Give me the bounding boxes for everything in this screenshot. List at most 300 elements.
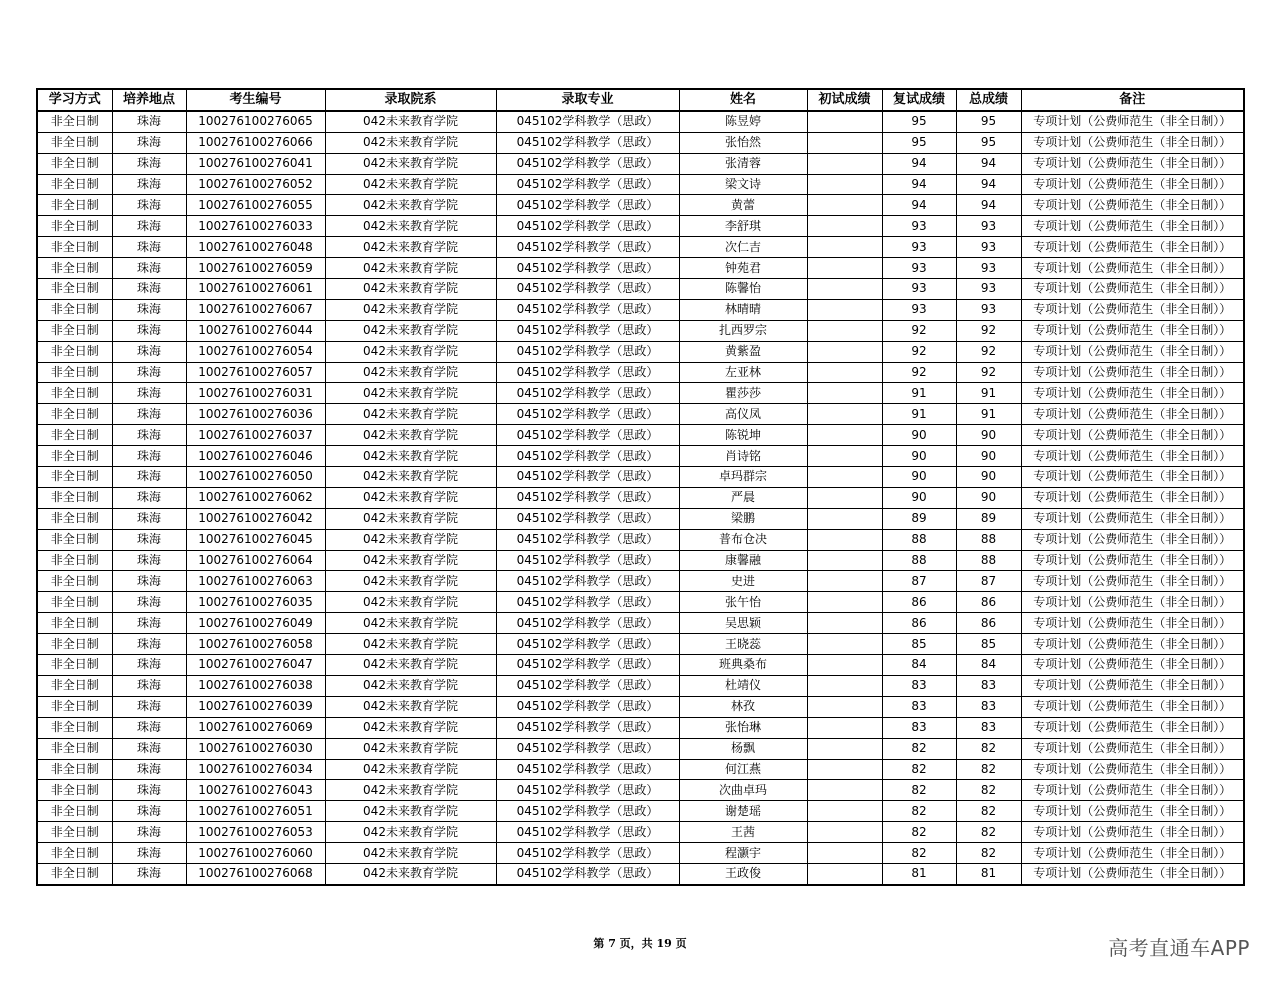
table-row xyxy=(37,216,1244,237)
cell-major: 045102学科教学（思政） xyxy=(496,258,679,279)
cell-major: 045102学科教学（思政） xyxy=(496,383,679,404)
cell-initial-score xyxy=(807,655,882,676)
cell-major: 045102学科教学（思政） xyxy=(496,508,679,529)
header-name: 姓名 xyxy=(679,89,807,111)
table-row xyxy=(37,863,1244,884)
cell-name: 瞿莎莎 xyxy=(679,383,807,404)
cell-major: 045102学科教学（思政） xyxy=(496,341,679,362)
cell-total-score: 90 xyxy=(956,467,1021,488)
cell-total-score: 88 xyxy=(956,550,1021,571)
cell-initial-score xyxy=(807,863,882,884)
cell-initial-score xyxy=(807,341,882,362)
cell-total-score: 93 xyxy=(956,216,1021,237)
cell-total-score: 84 xyxy=(956,655,1021,676)
cell-remarks: 专项计划（公费师范生（非全日制）） xyxy=(1021,634,1244,655)
cell-candidate-id: 100276100276037 xyxy=(186,425,325,446)
cell-major: 045102学科教学（思政） xyxy=(496,174,679,195)
cell-department: 042未来教育学院 xyxy=(325,801,496,822)
cell-study-mode: 非全日制 xyxy=(37,258,112,279)
cell-name: 梁鹏 xyxy=(679,508,807,529)
cell-retest-score: 93 xyxy=(882,258,956,279)
cell-total-score: 94 xyxy=(956,174,1021,195)
cell-retest-score: 82 xyxy=(882,822,956,843)
cell-remarks: 专项计划（公费师范生（非全日制）） xyxy=(1021,174,1244,195)
cell-candidate-id: 100276100276065 xyxy=(186,111,325,132)
cell-name: 吴思颖 xyxy=(679,613,807,634)
cell-major: 045102学科教学（思政） xyxy=(496,404,679,425)
cell-major: 045102学科教学（思政） xyxy=(496,592,679,613)
cell-total-score: 86 xyxy=(956,613,1021,634)
table-body xyxy=(37,111,1244,885)
cell-location: 珠海 xyxy=(112,258,186,279)
cell-retest-score: 94 xyxy=(882,195,956,216)
table-row xyxy=(37,571,1244,592)
cell-initial-score xyxy=(807,216,882,237)
cell-total-score: 83 xyxy=(956,675,1021,696)
cell-remarks: 专项计划（公费师范生（非全日制）） xyxy=(1021,696,1244,717)
cell-name: 梁文诗 xyxy=(679,174,807,195)
cell-location: 珠海 xyxy=(112,362,186,383)
cell-location: 珠海 xyxy=(112,237,186,258)
cell-candidate-id: 100276100276064 xyxy=(186,550,325,571)
cell-study-mode: 非全日制 xyxy=(37,843,112,864)
cell-major: 045102学科教学（思政） xyxy=(496,822,679,843)
cell-major: 045102学科教学（思政） xyxy=(496,655,679,676)
cell-study-mode: 非全日制 xyxy=(37,592,112,613)
cell-total-score: 92 xyxy=(956,320,1021,341)
cell-retest-score: 93 xyxy=(882,279,956,300)
cell-initial-score xyxy=(807,613,882,634)
cell-major: 045102学科教学（思政） xyxy=(496,425,679,446)
cell-initial-score xyxy=(807,153,882,174)
cell-total-score: 93 xyxy=(956,299,1021,320)
cell-location: 珠海 xyxy=(112,425,186,446)
table-row xyxy=(37,508,1244,529)
cell-name: 林晴晴 xyxy=(679,299,807,320)
cell-candidate-id: 100276100276055 xyxy=(186,195,325,216)
cell-department: 042未来教育学院 xyxy=(325,780,496,801)
cell-name: 扎西罗宗 xyxy=(679,320,807,341)
cell-retest-score: 92 xyxy=(882,341,956,362)
cell-remarks: 专项计划（公费师范生（非全日制）） xyxy=(1021,404,1244,425)
cell-initial-score xyxy=(807,717,882,738)
cell-location: 珠海 xyxy=(112,467,186,488)
cell-location: 珠海 xyxy=(112,801,186,822)
cell-remarks: 专项计划（公费师范生（非全日制）） xyxy=(1021,675,1244,696)
cell-department: 042未来教育学院 xyxy=(325,111,496,132)
cell-remarks: 专项计划（公费师范生（非全日制）） xyxy=(1021,822,1244,843)
cell-location: 珠海 xyxy=(112,717,186,738)
cell-location: 珠海 xyxy=(112,550,186,571)
cell-name: 王茜 xyxy=(679,822,807,843)
cell-total-score: 95 xyxy=(956,111,1021,132)
cell-study-mode: 非全日制 xyxy=(37,279,112,300)
cell-study-mode: 非全日制 xyxy=(37,759,112,780)
header-location: 培养地点 xyxy=(112,89,186,111)
table-row xyxy=(37,279,1244,300)
table-row xyxy=(37,404,1244,425)
header-candidate-id: 考生编号 xyxy=(186,89,325,111)
cell-retest-score: 85 xyxy=(882,634,956,655)
cell-remarks: 专项计划（公费师范生（非全日制）） xyxy=(1021,132,1244,153)
header-major: 录取专业 xyxy=(496,89,679,111)
cell-department: 042未来教育学院 xyxy=(325,404,496,425)
cell-name: 卓玛群宗 xyxy=(679,467,807,488)
cell-initial-score xyxy=(807,759,882,780)
cell-department: 042未来教育学院 xyxy=(325,341,496,362)
cell-total-score: 90 xyxy=(956,487,1021,508)
table-row xyxy=(37,592,1244,613)
cell-remarks: 专项计划（公费师范生（非全日制）） xyxy=(1021,195,1244,216)
cell-initial-score xyxy=(807,780,882,801)
cell-department: 042未来教育学院 xyxy=(325,446,496,467)
cell-location: 珠海 xyxy=(112,195,186,216)
cell-candidate-id: 100276100276030 xyxy=(186,738,325,759)
cell-retest-score: 91 xyxy=(882,383,956,404)
cell-name: 何江燕 xyxy=(679,759,807,780)
cell-location: 珠海 xyxy=(112,655,186,676)
cell-study-mode: 非全日制 xyxy=(37,446,112,467)
cell-candidate-id: 100276100276066 xyxy=(186,132,325,153)
cell-department: 042未来教育学院 xyxy=(325,237,496,258)
cell-department: 042未来教育学院 xyxy=(325,362,496,383)
header-retest-score: 复试成绩 xyxy=(882,89,956,111)
cell-remarks: 专项计划（公费师范生（非全日制）） xyxy=(1021,780,1244,801)
cell-retest-score: 93 xyxy=(882,299,956,320)
cell-department: 042未来教育学院 xyxy=(325,613,496,634)
cell-remarks: 专项计划（公费师范生（非全日制）） xyxy=(1021,529,1244,550)
cell-major: 045102学科教学（思政） xyxy=(496,467,679,488)
cell-major: 045102学科教学（思政） xyxy=(496,759,679,780)
cell-remarks: 专项计划（公费师范生（非全日制）） xyxy=(1021,320,1244,341)
cell-major: 045102学科教学（思政） xyxy=(496,320,679,341)
table-row xyxy=(37,446,1244,467)
cell-study-mode: 非全日制 xyxy=(37,550,112,571)
cell-location: 珠海 xyxy=(112,404,186,425)
cell-location: 珠海 xyxy=(112,446,186,467)
cell-initial-score xyxy=(807,592,882,613)
cell-candidate-id: 100276100276045 xyxy=(186,529,325,550)
cell-name: 张午怡 xyxy=(679,592,807,613)
cell-candidate-id: 100276100276049 xyxy=(186,613,325,634)
cell-location: 珠海 xyxy=(112,634,186,655)
cell-retest-score: 90 xyxy=(882,467,956,488)
cell-initial-score xyxy=(807,446,882,467)
cell-retest-score: 81 xyxy=(882,863,956,884)
cell-major: 045102学科教学（思政） xyxy=(496,362,679,383)
cell-initial-score xyxy=(807,508,882,529)
cell-remarks: 专项计划（公费师范生（非全日制）） xyxy=(1021,237,1244,258)
cell-department: 042未来教育学院 xyxy=(325,529,496,550)
cell-total-score: 82 xyxy=(956,780,1021,801)
cell-location: 珠海 xyxy=(112,571,186,592)
cell-initial-score xyxy=(807,279,882,300)
cell-study-mode: 非全日制 xyxy=(37,675,112,696)
cell-study-mode: 非全日制 xyxy=(37,237,112,258)
table-row xyxy=(37,655,1244,676)
cell-study-mode: 非全日制 xyxy=(37,822,112,843)
cell-name: 李舒琪 xyxy=(679,216,807,237)
cell-remarks: 专项计划（公费师范生（非全日制）） xyxy=(1021,801,1244,822)
page-number: 第 7 页，共 19 页 xyxy=(593,937,687,950)
cell-name: 杜靖仪 xyxy=(679,675,807,696)
cell-name: 林孜 xyxy=(679,696,807,717)
cell-remarks: 专项计划（公费师范生（非全日制）） xyxy=(1021,843,1244,864)
cell-study-mode: 非全日制 xyxy=(37,529,112,550)
cell-remarks: 专项计划（公费师范生（非全日制）） xyxy=(1021,279,1244,300)
table-row xyxy=(37,780,1244,801)
cell-remarks: 专项计划（公费师范生（非全日制）） xyxy=(1021,550,1244,571)
cell-study-mode: 非全日制 xyxy=(37,571,112,592)
cell-remarks: 专项计划（公费师范生（非全日制）） xyxy=(1021,613,1244,634)
cell-location: 珠海 xyxy=(112,822,186,843)
cell-candidate-id: 100276100276050 xyxy=(186,467,325,488)
cell-department: 042未来教育学院 xyxy=(325,550,496,571)
cell-major: 045102学科教学（思政） xyxy=(496,550,679,571)
cell-retest-score: 83 xyxy=(882,675,956,696)
cell-location: 珠海 xyxy=(112,299,186,320)
cell-initial-score xyxy=(807,362,882,383)
cell-study-mode: 非全日制 xyxy=(37,195,112,216)
cell-total-score: 82 xyxy=(956,738,1021,759)
cell-candidate-id: 100276100276060 xyxy=(186,843,325,864)
cell-department: 042未来教育学院 xyxy=(325,216,496,237)
cell-retest-score: 94 xyxy=(882,174,956,195)
cell-major: 045102学科教学（思政） xyxy=(496,111,679,132)
cell-remarks: 专项计划（公费师范生（非全日制）） xyxy=(1021,863,1244,884)
cell-name: 王晓蕊 xyxy=(679,634,807,655)
cell-location: 珠海 xyxy=(112,738,186,759)
cell-department: 042未来教育学院 xyxy=(325,738,496,759)
cell-study-mode: 非全日制 xyxy=(37,216,112,237)
cell-name: 肖诗铭 xyxy=(679,446,807,467)
table-row xyxy=(37,258,1244,279)
cell-candidate-id: 100276100276039 xyxy=(186,696,325,717)
cell-location: 珠海 xyxy=(112,592,186,613)
cell-initial-score xyxy=(807,487,882,508)
cell-department: 042未来教育学院 xyxy=(325,467,496,488)
cell-retest-score: 83 xyxy=(882,696,956,717)
cell-initial-score xyxy=(807,132,882,153)
cell-candidate-id: 100276100276033 xyxy=(186,216,325,237)
cell-major: 045102学科教学（思政） xyxy=(496,717,679,738)
cell-department: 042未来教育学院 xyxy=(325,153,496,174)
cell-total-score: 93 xyxy=(956,237,1021,258)
cell-candidate-id: 100276100276054 xyxy=(186,341,325,362)
cell-retest-score: 90 xyxy=(882,425,956,446)
cell-department: 042未来教育学院 xyxy=(325,174,496,195)
cell-total-score: 82 xyxy=(956,801,1021,822)
cell-remarks: 专项计划（公费师范生（非全日制）） xyxy=(1021,153,1244,174)
cell-candidate-id: 100276100276038 xyxy=(186,675,325,696)
cell-initial-score xyxy=(807,404,882,425)
header-remarks: 备注 xyxy=(1021,89,1244,111)
cell-candidate-id: 100276100276048 xyxy=(186,237,325,258)
watermark-logo-text: 高考直通车APP xyxy=(1108,936,1250,960)
cell-remarks: 专项计划（公费师范生（非全日制）） xyxy=(1021,759,1244,780)
cell-initial-score xyxy=(807,801,882,822)
table-row xyxy=(37,153,1244,174)
cell-total-score: 91 xyxy=(956,383,1021,404)
cell-location: 珠海 xyxy=(112,529,186,550)
cell-remarks: 专项计划（公费师范生（非全日制）） xyxy=(1021,383,1244,404)
cell-study-mode: 非全日制 xyxy=(37,508,112,529)
table-row xyxy=(37,111,1244,132)
cell-remarks: 专项计划（公费师范生（非全日制）） xyxy=(1021,425,1244,446)
cell-candidate-id: 100276100276067 xyxy=(186,299,325,320)
table-row xyxy=(37,613,1244,634)
table-row xyxy=(37,320,1244,341)
cell-total-score: 82 xyxy=(956,822,1021,843)
cell-department: 042未来教育学院 xyxy=(325,279,496,300)
cell-major: 045102学科教学（思政） xyxy=(496,195,679,216)
cell-initial-score xyxy=(807,299,882,320)
cell-major: 045102学科教学（思政） xyxy=(496,132,679,153)
cell-location: 珠海 xyxy=(112,383,186,404)
table-row xyxy=(37,675,1244,696)
cell-initial-score xyxy=(807,529,882,550)
cell-major: 045102学科教学（思政） xyxy=(496,863,679,884)
cell-total-score: 90 xyxy=(956,425,1021,446)
cell-major: 045102学科教学（思政） xyxy=(496,279,679,300)
cell-remarks: 专项计划（公费师范生（非全日制）） xyxy=(1021,341,1244,362)
cell-name: 黄蕾 xyxy=(679,195,807,216)
cell-retest-score: 89 xyxy=(882,508,956,529)
cell-candidate-id: 100276100276035 xyxy=(186,592,325,613)
cell-candidate-id: 100276100276041 xyxy=(186,153,325,174)
cell-initial-score xyxy=(807,675,882,696)
cell-department: 042未来教育学院 xyxy=(325,675,496,696)
cell-location: 珠海 xyxy=(112,613,186,634)
cell-candidate-id: 100276100276059 xyxy=(186,258,325,279)
cell-remarks: 专项计划（公费师范生（非全日制）） xyxy=(1021,258,1244,279)
cell-major: 045102学科教学（思政） xyxy=(496,738,679,759)
cell-study-mode: 非全日制 xyxy=(37,613,112,634)
cell-major: 045102学科教学（思政） xyxy=(496,613,679,634)
cell-candidate-id: 100276100276031 xyxy=(186,383,325,404)
cell-candidate-id: 100276100276053 xyxy=(186,822,325,843)
cell-retest-score: 91 xyxy=(882,404,956,425)
cell-name: 次仁吉 xyxy=(679,237,807,258)
cell-study-mode: 非全日制 xyxy=(37,383,112,404)
cell-retest-score: 86 xyxy=(882,592,956,613)
cell-study-mode: 非全日制 xyxy=(37,341,112,362)
table-row xyxy=(37,801,1244,822)
cell-candidate-id: 100276100276058 xyxy=(186,634,325,655)
cell-location: 珠海 xyxy=(112,863,186,884)
cell-major: 045102学科教学（思政） xyxy=(496,153,679,174)
cell-study-mode: 非全日制 xyxy=(37,467,112,488)
cell-location: 珠海 xyxy=(112,174,186,195)
cell-initial-score xyxy=(807,696,882,717)
cell-total-score: 92 xyxy=(956,341,1021,362)
cell-location: 珠海 xyxy=(112,843,186,864)
cell-department: 042未来教育学院 xyxy=(325,425,496,446)
cell-candidate-id: 100276100276047 xyxy=(186,655,325,676)
cell-name: 张怡琳 xyxy=(679,717,807,738)
cell-department: 042未来教育学院 xyxy=(325,696,496,717)
cell-remarks: 专项计划（公费师范生（非全日制）） xyxy=(1021,299,1244,320)
cell-total-score: 93 xyxy=(956,279,1021,300)
cell-total-score: 82 xyxy=(956,843,1021,864)
cell-candidate-id: 100276100276046 xyxy=(186,446,325,467)
cell-initial-score xyxy=(807,843,882,864)
cell-retest-score: 93 xyxy=(882,237,956,258)
cell-retest-score: 88 xyxy=(882,550,956,571)
cell-initial-score xyxy=(807,174,882,195)
cell-retest-score: 86 xyxy=(882,613,956,634)
cell-name: 张清蓉 xyxy=(679,153,807,174)
cell-candidate-id: 100276100276057 xyxy=(186,362,325,383)
cell-total-score: 82 xyxy=(956,759,1021,780)
cell-name: 康馨融 xyxy=(679,550,807,571)
cell-remarks: 专项计划（公费师范生（非全日制）） xyxy=(1021,487,1244,508)
cell-initial-score xyxy=(807,571,882,592)
cell-remarks: 专项计划（公费师范生（非全日制）） xyxy=(1021,738,1244,759)
cell-department: 042未来教育学院 xyxy=(325,592,496,613)
cell-study-mode: 非全日制 xyxy=(37,299,112,320)
cell-department: 042未来教育学院 xyxy=(325,863,496,884)
cell-study-mode: 非全日制 xyxy=(37,863,112,884)
cell-study-mode: 非全日制 xyxy=(37,425,112,446)
cell-initial-score xyxy=(807,738,882,759)
cell-name: 高仪凤 xyxy=(679,404,807,425)
cell-study-mode: 非全日制 xyxy=(37,634,112,655)
cell-retest-score: 92 xyxy=(882,320,956,341)
cell-department: 042未来教育学院 xyxy=(325,132,496,153)
cell-retest-score: 94 xyxy=(882,153,956,174)
table-row xyxy=(37,487,1244,508)
cell-retest-score: 82 xyxy=(882,738,956,759)
cell-initial-score xyxy=(807,383,882,404)
cell-study-mode: 非全日制 xyxy=(37,717,112,738)
cell-initial-score xyxy=(807,237,882,258)
cell-department: 042未来教育学院 xyxy=(325,655,496,676)
table-row xyxy=(37,195,1244,216)
cell-remarks: 专项计划（公费师范生（非全日制）） xyxy=(1021,717,1244,738)
cell-remarks: 专项计划（公费师范生（非全日制）） xyxy=(1021,467,1244,488)
cell-total-score: 81 xyxy=(956,863,1021,884)
cell-retest-score: 93 xyxy=(882,216,956,237)
cell-candidate-id: 100276100276062 xyxy=(186,487,325,508)
cell-location: 珠海 xyxy=(112,216,186,237)
cell-study-mode: 非全日制 xyxy=(37,320,112,341)
cell-department: 042未来教育学院 xyxy=(325,299,496,320)
cell-major: 045102学科教学（思政） xyxy=(496,446,679,467)
cell-major: 045102学科教学（思政） xyxy=(496,780,679,801)
cell-initial-score xyxy=(807,425,882,446)
cell-department: 042未来教育学院 xyxy=(325,759,496,780)
cell-candidate-id: 100276100276042 xyxy=(186,508,325,529)
cell-location: 珠海 xyxy=(112,132,186,153)
cell-name: 程灏宇 xyxy=(679,843,807,864)
cell-study-mode: 非全日制 xyxy=(37,132,112,153)
cell-location: 珠海 xyxy=(112,780,186,801)
cell-location: 珠海 xyxy=(112,320,186,341)
cell-name: 王政俊 xyxy=(679,863,807,884)
cell-location: 珠海 xyxy=(112,675,186,696)
cell-study-mode: 非全日制 xyxy=(37,404,112,425)
cell-retest-score: 84 xyxy=(882,655,956,676)
cell-candidate-id: 100276100276063 xyxy=(186,571,325,592)
cell-total-score: 89 xyxy=(956,508,1021,529)
cell-name: 黄紫盈 xyxy=(679,341,807,362)
cell-name: 陈锐坤 xyxy=(679,425,807,446)
table-row xyxy=(37,738,1244,759)
cell-total-score: 93 xyxy=(956,258,1021,279)
cell-major: 045102学科教学（思政） xyxy=(496,299,679,320)
cell-initial-score xyxy=(807,195,882,216)
